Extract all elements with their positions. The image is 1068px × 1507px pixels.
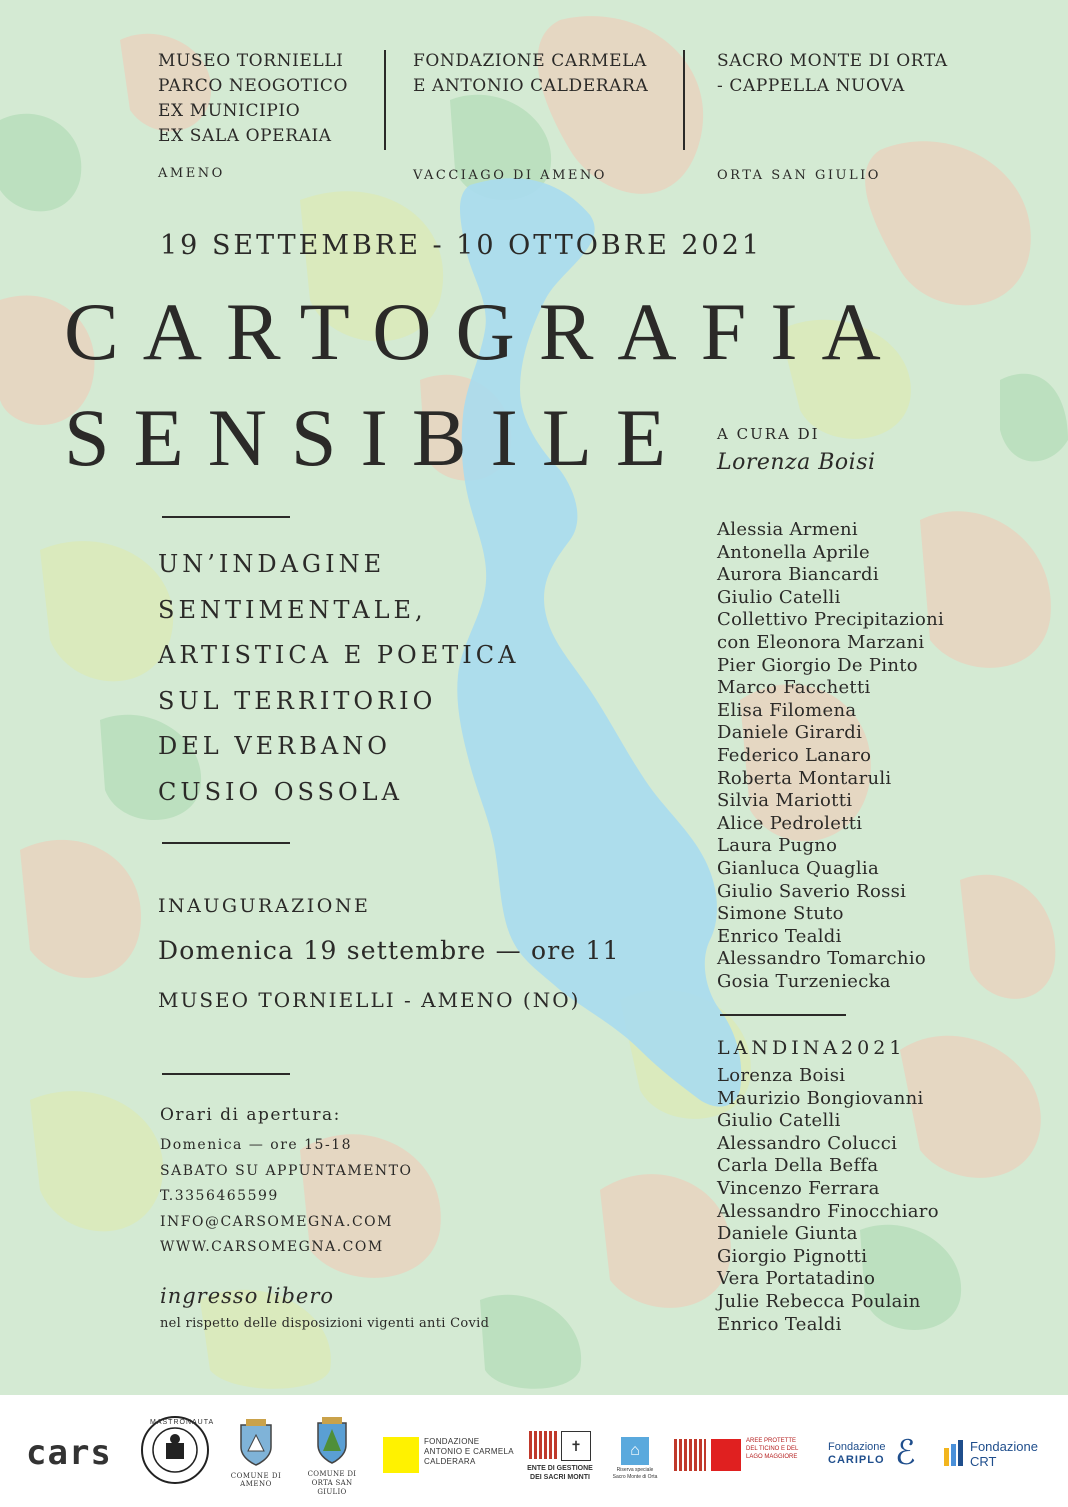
orta-text-line: COMUNE DI <box>307 1470 357 1478</box>
crt-text-line: Fondazione <box>970 1439 1038 1454</box>
artist-name: Giulio Saverio Rossi <box>717 880 907 902</box>
aree-protette-icon <box>711 1439 741 1471</box>
entry-label: ingresso libero <box>160 1284 335 1308</box>
artist-name: Collettivo Precipitazioni <box>717 609 945 631</box>
artist-name: Silvia Mariotti <box>717 790 853 812</box>
artist-name: Gianluca Quaglia <box>717 857 879 879</box>
artist-name: Marco Facchetti <box>717 677 871 699</box>
artist-name: Gosia Turzeniecka <box>717 970 891 992</box>
sacro-monte-orta-text <box>605 1467 665 1481</box>
description-line: ARTISTICA E POETICA <box>158 641 520 669</box>
artist-name: Laura Pugno <box>717 835 838 857</box>
landina-name: Julie Rebecca Poulain <box>717 1290 921 1312</box>
artist-name: Simone Stuto <box>717 903 844 925</box>
cariplo-mark-icon: ℰ <box>895 1434 916 1472</box>
landina-name: Giulio Catelli <box>717 1110 841 1132</box>
artist-name: Giulio Catelli <box>717 586 841 608</box>
divider <box>683 50 685 150</box>
artist-name: Roberta Montaruli <box>717 767 892 789</box>
artist-name: con Eleonora Marzani <box>717 631 925 653</box>
landina-name: Alessandro Colucci <box>717 1132 898 1154</box>
separator <box>162 842 290 844</box>
landina-name: Enrico Tealdi <box>717 1313 842 1335</box>
landina-name: Giorgio Pignotti <box>717 1245 868 1267</box>
crt-bar-icon <box>951 1444 956 1466</box>
sacro-monte-orta-text-line: Riserva speciale <box>616 1467 654 1473</box>
artist-name: Pier Giorgio De Pinto <box>717 654 918 676</box>
sacri-monti-text-line: ENTE DI GESTIONE <box>527 1465 593 1472</box>
sacro-monte-orta-text-line: Sacro Monte di Orta <box>612 1474 658 1480</box>
venue-3-place: ORTA SAN GIULIO <box>717 168 881 183</box>
sponsor-footer <box>0 1395 1068 1507</box>
aree-protette-text-line: DEL TICINO E DEL <box>746 1446 799 1452</box>
inauguration-label: INAUGURAZIONE <box>158 895 371 917</box>
cariplo-text-line: Fondazione <box>828 1441 886 1453</box>
landina-name: Daniele Giunta <box>717 1223 858 1245</box>
aree-protette-text-line: AREE PROTETTE <box>746 1438 797 1444</box>
exhibition-dates: 19 SETTEMBRE - 10 OTTOBRE 2021 <box>160 230 763 261</box>
venue-2-line: E ANTONIO CALDERARA <box>413 76 649 96</box>
venue-2 <box>413 49 648 99</box>
regione-piemonte-flag-icon <box>674 1439 706 1471</box>
venue-1-line: EX MUNICIPIO <box>158 101 301 121</box>
venue-1-line: EX SALA OPERAIA <box>158 126 332 146</box>
ameno-crest-icon <box>238 1417 274 1467</box>
crt-bar-icon <box>958 1440 963 1466</box>
artist-name: Alessia Armeni <box>717 519 858 540</box>
artist-name: Alessandro Tomarchio <box>717 948 927 970</box>
sacro-monte-orta-icon: ⌂ <box>621 1437 649 1465</box>
description-line: SUL TERRITORIO <box>158 686 437 715</box>
aree-protette-text-line: LAGO MAGGIORE <box>746 1454 798 1460</box>
calderara-text-line: ANTONIO E CARMELA <box>424 1447 514 1456</box>
orta-logo <box>302 1415 362 1497</box>
crt-text <box>970 1439 1038 1469</box>
description <box>158 542 519 815</box>
cariplo-text-line: CARIPLO <box>828 1454 885 1466</box>
crt-bar-icon <box>944 1448 949 1466</box>
orta-crest-icon <box>315 1415 349 1465</box>
artist-name: Federico Lanaro <box>717 744 872 766</box>
artist-name: Elisa Filomena <box>717 699 857 721</box>
entry-note: nel rispetto delle disposizioni vigenti anti Covid <box>160 1316 490 1331</box>
venue-1-line: PARCO NEOGOTICO <box>158 76 349 96</box>
artist-name: Antonella Aprile <box>717 541 870 563</box>
artists-list <box>717 519 944 993</box>
calderara-text <box>424 1437 514 1467</box>
description-line: CUSIO OSSOLA <box>158 777 403 806</box>
sacro-monte-orta-logo <box>605 1437 665 1481</box>
venue-2-line: FONDAZIONE CARMELA <box>413 51 647 71</box>
landina-name: Alessandro Finocchiaro <box>717 1200 939 1222</box>
opening-hours-label: Orari di apertura: <box>160 1105 341 1125</box>
venue-3-line: SACRO MONTE DI ORTA <box>717 51 948 71</box>
regione-piemonte-icon <box>529 1431 557 1459</box>
ameno-text: COMUNE DI AMENO <box>230 1472 282 1488</box>
title-line-2: SENSIBILE <box>64 392 690 483</box>
venue-1 <box>158 49 348 149</box>
artist-name: Alice Pedroletti <box>717 812 863 834</box>
sacri-monti-text-line: DEI SACRI MONTI <box>530 1474 590 1481</box>
separator <box>162 1073 290 1075</box>
orta-text-line: ORTA SAN GIULIO <box>311 1479 353 1496</box>
calderara-yellow-square <box>383 1437 419 1473</box>
mastronauta-text: MASTRONAUTA <box>150 1419 215 1426</box>
description-line: SENTIMENTALE, <box>158 595 427 624</box>
separator <box>162 516 290 518</box>
landina-name: Maurizio Bongiovanni <box>717 1087 924 1109</box>
landina-name: Vincenzo Ferrara <box>717 1177 880 1199</box>
title-line-1: CARTOGRAFIA <box>64 286 905 377</box>
artist-name: Enrico Tealdi <box>717 925 842 947</box>
venue-1-line: MUSEO TORNIELLI <box>158 51 344 71</box>
sacri-monti-text <box>525 1464 595 1482</box>
crt-mark-icon <box>944 1440 966 1466</box>
opening-hours-line: SABATO SU APPUNTAMENTO <box>160 1162 413 1179</box>
cars-logo: cars <box>26 1433 112 1473</box>
venue-1-place: AMENO <box>158 166 225 181</box>
venue-2-place: VACCIAGO DI AMENO <box>413 168 607 183</box>
divider <box>384 50 386 150</box>
phone-number: T.3356465599 <box>160 1188 279 1204</box>
curator-name: Lorenza Boisi <box>717 450 876 475</box>
artist-name: Daniele Girardi <box>717 722 863 744</box>
artist-name: Aurora Biancardi <box>717 564 879 586</box>
sacri-monti-marks <box>525 1431 595 1461</box>
landina-name: Vera Portatadino <box>717 1268 876 1290</box>
inauguration-where: MUSEO TORNIELLI - AMENO (NO) <box>158 988 581 1012</box>
separator <box>720 1014 846 1016</box>
inauguration-when: Domenica 19 settembre — ore 11 <box>158 936 620 965</box>
description-line: UN’INDAGINE <box>158 550 386 578</box>
cariplo-logo <box>828 1441 886 1467</box>
landina-label: LANDINA2021 <box>717 1037 906 1059</box>
opening-hours <box>160 1133 413 1261</box>
description-line: DEL VERBANO <box>158 732 391 760</box>
calderara-text-line: FONDAZIONE <box>424 1437 480 1446</box>
website-link[interactable]: WWW.CARSOMEGNA.COM <box>160 1239 384 1255</box>
crt-text-line: CRT <box>970 1454 997 1469</box>
landina-name: Carla Della Beffa <box>717 1155 879 1177</box>
mastronauta-logo <box>140 1415 215 1485</box>
ameno-logo <box>220 1417 292 1488</box>
landina-name: Lorenza Boisi <box>717 1065 846 1086</box>
orta-text <box>302 1470 362 1497</box>
venue-3-line: - CAPPELLA NUOVA <box>717 76 905 96</box>
aree-protette-text <box>746 1437 798 1461</box>
landina-list <box>717 1065 939 1336</box>
cross-icon: ✝ <box>561 1431 591 1461</box>
email-link[interactable]: INFO@CARSOMEGNA.COM <box>160 1213 393 1230</box>
curated-by-label: A CURA DI <box>717 425 820 443</box>
opening-hours-line: Domenica — ore 15-18 <box>160 1137 353 1153</box>
calderara-text-line: CALDERARA <box>424 1457 476 1466</box>
sacri-monti-logo <box>525 1431 595 1482</box>
venue-3 <box>717 49 948 99</box>
